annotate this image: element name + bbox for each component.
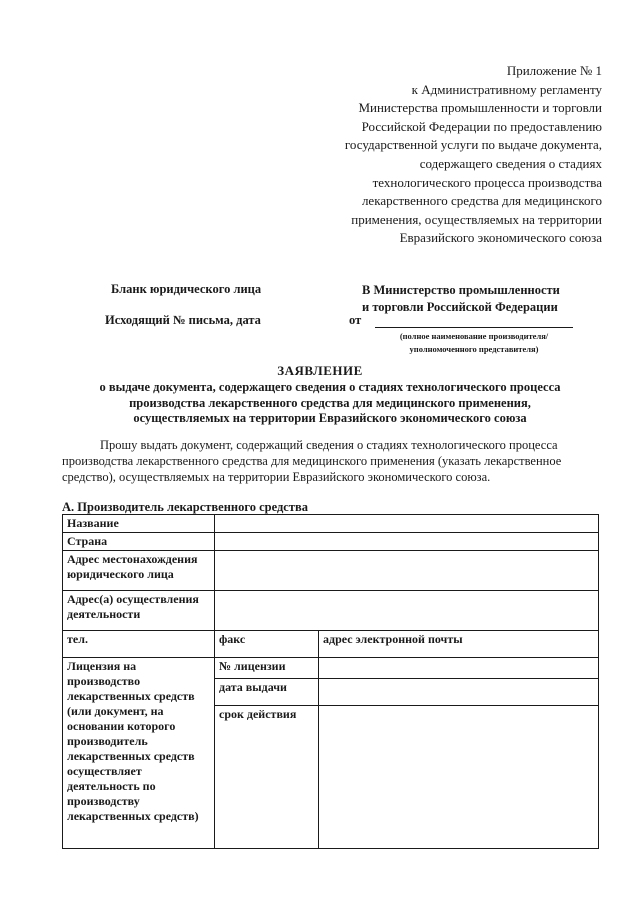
subtitle-line: о выдаче документа, содержащего сведения о стадиях технологического процесса bbox=[99, 380, 561, 394]
table-row bbox=[63, 551, 599, 591]
table-row bbox=[63, 591, 599, 631]
validity-label: срок действия bbox=[215, 706, 319, 849]
fax-field[interactable]: факс bbox=[215, 631, 319, 658]
appendix-line: применения, осуществляемых на территории bbox=[351, 211, 602, 227]
recipient-block bbox=[362, 282, 560, 316]
license-label: Лицензия на производство лекарственных средств (или документ, на основании которого производитель лекарственных средств осуществляет деятельность по производству лекарственных средств) bbox=[63, 658, 215, 849]
recipient-line: В Министерство промышленности bbox=[362, 283, 560, 297]
document-subtitle bbox=[60, 380, 600, 427]
table-row bbox=[63, 533, 599, 551]
appendix-line: Российской Федерации по предоставлению bbox=[361, 118, 602, 134]
outgoing-number-label: Исходящий № письма, дата bbox=[105, 313, 261, 327]
sender-note-line: (полное наименование производителя/ bbox=[399, 331, 549, 341]
table-row bbox=[63, 658, 599, 679]
sender-note-line: уполномоченного представителя) bbox=[409, 344, 539, 354]
legal-address-label: Адрес местонахождения юридического лица bbox=[63, 551, 215, 591]
request-paragraph bbox=[62, 437, 602, 485]
email-field[interactable]: адрес электронной почты bbox=[319, 631, 599, 658]
recipient-line: и торговли Российской Федерации bbox=[362, 300, 558, 314]
appendix-line: государственной услуги по выдаче документа, bbox=[344, 137, 602, 153]
from-label: от bbox=[349, 313, 362, 327]
manufacturer-table bbox=[62, 514, 599, 849]
issue-date-label: дата выдачи bbox=[215, 679, 319, 706]
request-line: средство), осуществляемых на территории Евразийского экономического союза. bbox=[62, 470, 491, 484]
request-line: производства лекарственного средства для медицинского применения (указать лекарственное bbox=[62, 454, 562, 468]
request-line: Прошу выдать документ, содержащий сведения о стадиях технологического процесса bbox=[100, 438, 558, 452]
table-row bbox=[63, 631, 599, 658]
table-row bbox=[63, 515, 599, 533]
appendix-line: Евразийского экономического союза bbox=[399, 230, 602, 246]
activity-address-field[interactable] bbox=[215, 591, 599, 631]
sender-note bbox=[363, 330, 585, 356]
name-field[interactable] bbox=[215, 515, 599, 533]
document-title: ЗАЯВЛЕНИЕ bbox=[277, 363, 363, 378]
appendix-line: Приложение № 1 bbox=[506, 63, 602, 78]
appendix-line: Министерства промышленности и торговли bbox=[358, 100, 602, 116]
license-number-label: № лицензии bbox=[215, 658, 319, 679]
subtitle-line: производства лекарственного средства для медицинского применения, bbox=[129, 395, 531, 410]
appendix-line: технологического процесса производства bbox=[372, 174, 602, 190]
activity-address-label: Адрес(а) осуществления деятельности bbox=[63, 591, 215, 631]
section-a-title: А. Производитель лекарственного средства bbox=[62, 500, 308, 514]
sender-name-field[interactable] bbox=[375, 327, 573, 328]
issue-date-field[interactable] bbox=[319, 679, 599, 706]
appendix-line: лекарственного средства для медицинского bbox=[361, 193, 602, 209]
appendix-line: к Административному регламенту bbox=[411, 81, 602, 97]
validity-field[interactable] bbox=[319, 706, 599, 849]
legal-address-field[interactable] bbox=[215, 551, 599, 591]
company-letterhead-label: Бланк юридического лица bbox=[111, 282, 262, 296]
phone-field[interactable]: тел. bbox=[63, 631, 215, 658]
name-label: Название bbox=[63, 515, 215, 533]
appendix-line: содержащего сведения о стадиях bbox=[419, 155, 602, 171]
license-number-field[interactable] bbox=[319, 658, 599, 679]
subtitle-line: осуществляемых на территории Евразийского экономического союза bbox=[133, 411, 527, 425]
appendix-block bbox=[345, 62, 602, 248]
country-field[interactable] bbox=[215, 533, 599, 551]
country-label: Страна bbox=[63, 533, 215, 551]
